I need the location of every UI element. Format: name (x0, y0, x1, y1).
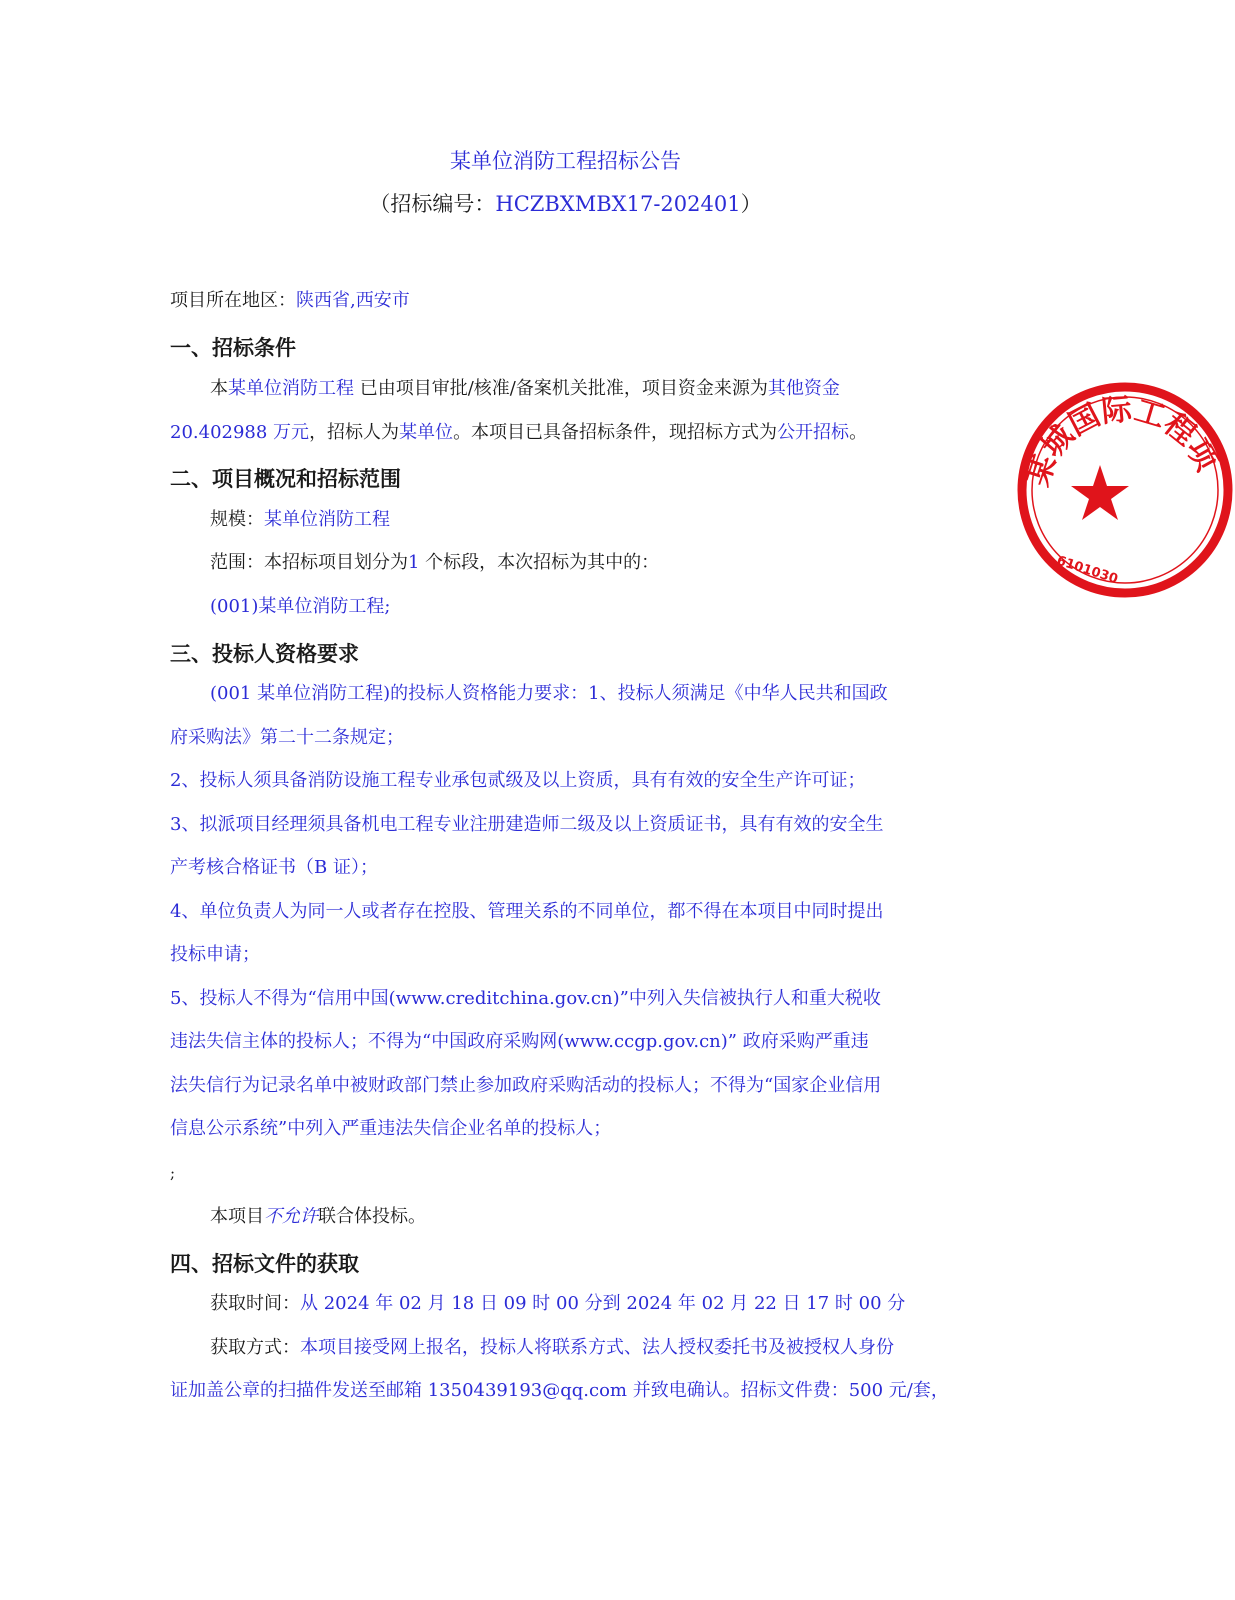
seal-text: 某城国际工程项 (1020, 392, 1224, 491)
project-location: 项目所在地区：陕西省,西安市 (170, 290, 410, 311)
qualification-line: 4、单位负责人为同一人或者存在控股、管理关系的不同单位，都不得在本项目中同时提出 (170, 901, 884, 922)
qualification-line: (001 某单位消防工程)的投标人资格能力要求：1、投标人须满足《中华人民共和国政 (210, 683, 888, 704)
range-line: 范围：本招标项目划分为1 个标段，本次招标为其中的： (210, 552, 660, 573)
joint-bid-line: 本项目不允许联合体投标。 (210, 1206, 426, 1227)
qualification-line: 府采购法》第二十二条规定； (170, 727, 404, 748)
semicolon-line: ; (170, 1164, 176, 1182)
qualification-line: 违法失信主体的投标人；不得为“中国政府采购网(www.ccgp.gov.cn)” 政府采购严重违 (170, 1031, 869, 1052)
qualification-line: 法失信行为记录名单中被财政部门禁止参加政府采购活动的投标人；不得为“国家企业信用 (170, 1075, 882, 1096)
qualification-line: 产考核合格证书（B 证）； (170, 857, 378, 878)
obtain-time-line: 获取时间：从 2024 年 02 月 18 日 09 时 00 分到 2024 年 02 月 22 日 17 时 00 分 (210, 1293, 906, 1314)
section-heading-2: 二、项目概况和招标范围 (170, 467, 401, 491)
qualification-line: 5、投标人不得为“信用中国(www.creditchina.gov.cn)”中列入失信被执行人和重大税收 (170, 988, 881, 1009)
lot-line: (001)某单位消防工程; (210, 596, 391, 617)
qualification-line: 信息公示系统”中列入严重违法失信企业名单的投标人； (170, 1118, 612, 1139)
obtain-method-line1: 获取方式：本项目接受网上报名，投标人将联系方式、法人授权委托书及被授权人身份 (210, 1337, 894, 1358)
section-heading-1: 一、招标条件 (170, 336, 296, 360)
company-seal (1015, 380, 1235, 600)
qualification-line: 2、投标人须具备消防设施工程专业承包贰级及以上资质，具有有效的安全生产许可证； (170, 770, 866, 791)
document-title: 某单位消防工程招标公告 (450, 149, 681, 173)
obtain-method-line2: 证加盖公章的扫描件发送至邮箱 1350439193@qq.com 并致电确认。招标文件费：500 元/套， (170, 1380, 949, 1401)
section-heading-3: 三、投标人资格要求 (170, 642, 359, 666)
qualification-line: 投标申请； (170, 944, 260, 965)
section1-paragraph-line2: 20.402988 万元，招标人为某单位。本项目已具备招标条件，现招标方式为公开招标。 (170, 422, 868, 443)
section-heading-4: 四、招标文件的获取 (170, 1252, 359, 1276)
qualification-line: 3、拟派项目经理须具备机电工程专业注册建造师二级及以上资质证书，具有有效的安全生 (170, 814, 884, 835)
seal-code: 6101030 (1054, 553, 1120, 588)
section1-paragraph-line1: 本某单位消防工程 已由项目审批/核准/备案机关批准，项目资金来源为其他资金 (210, 378, 840, 399)
bid-number-value: HCZBXMBX17-202401 (495, 192, 741, 216)
scale-line: 规模：某单位消防工程 (210, 509, 390, 530)
bid-number: （招标编号：HCZBXMBX17-202401） (369, 192, 762, 216)
seal-star-icon (1071, 465, 1129, 520)
